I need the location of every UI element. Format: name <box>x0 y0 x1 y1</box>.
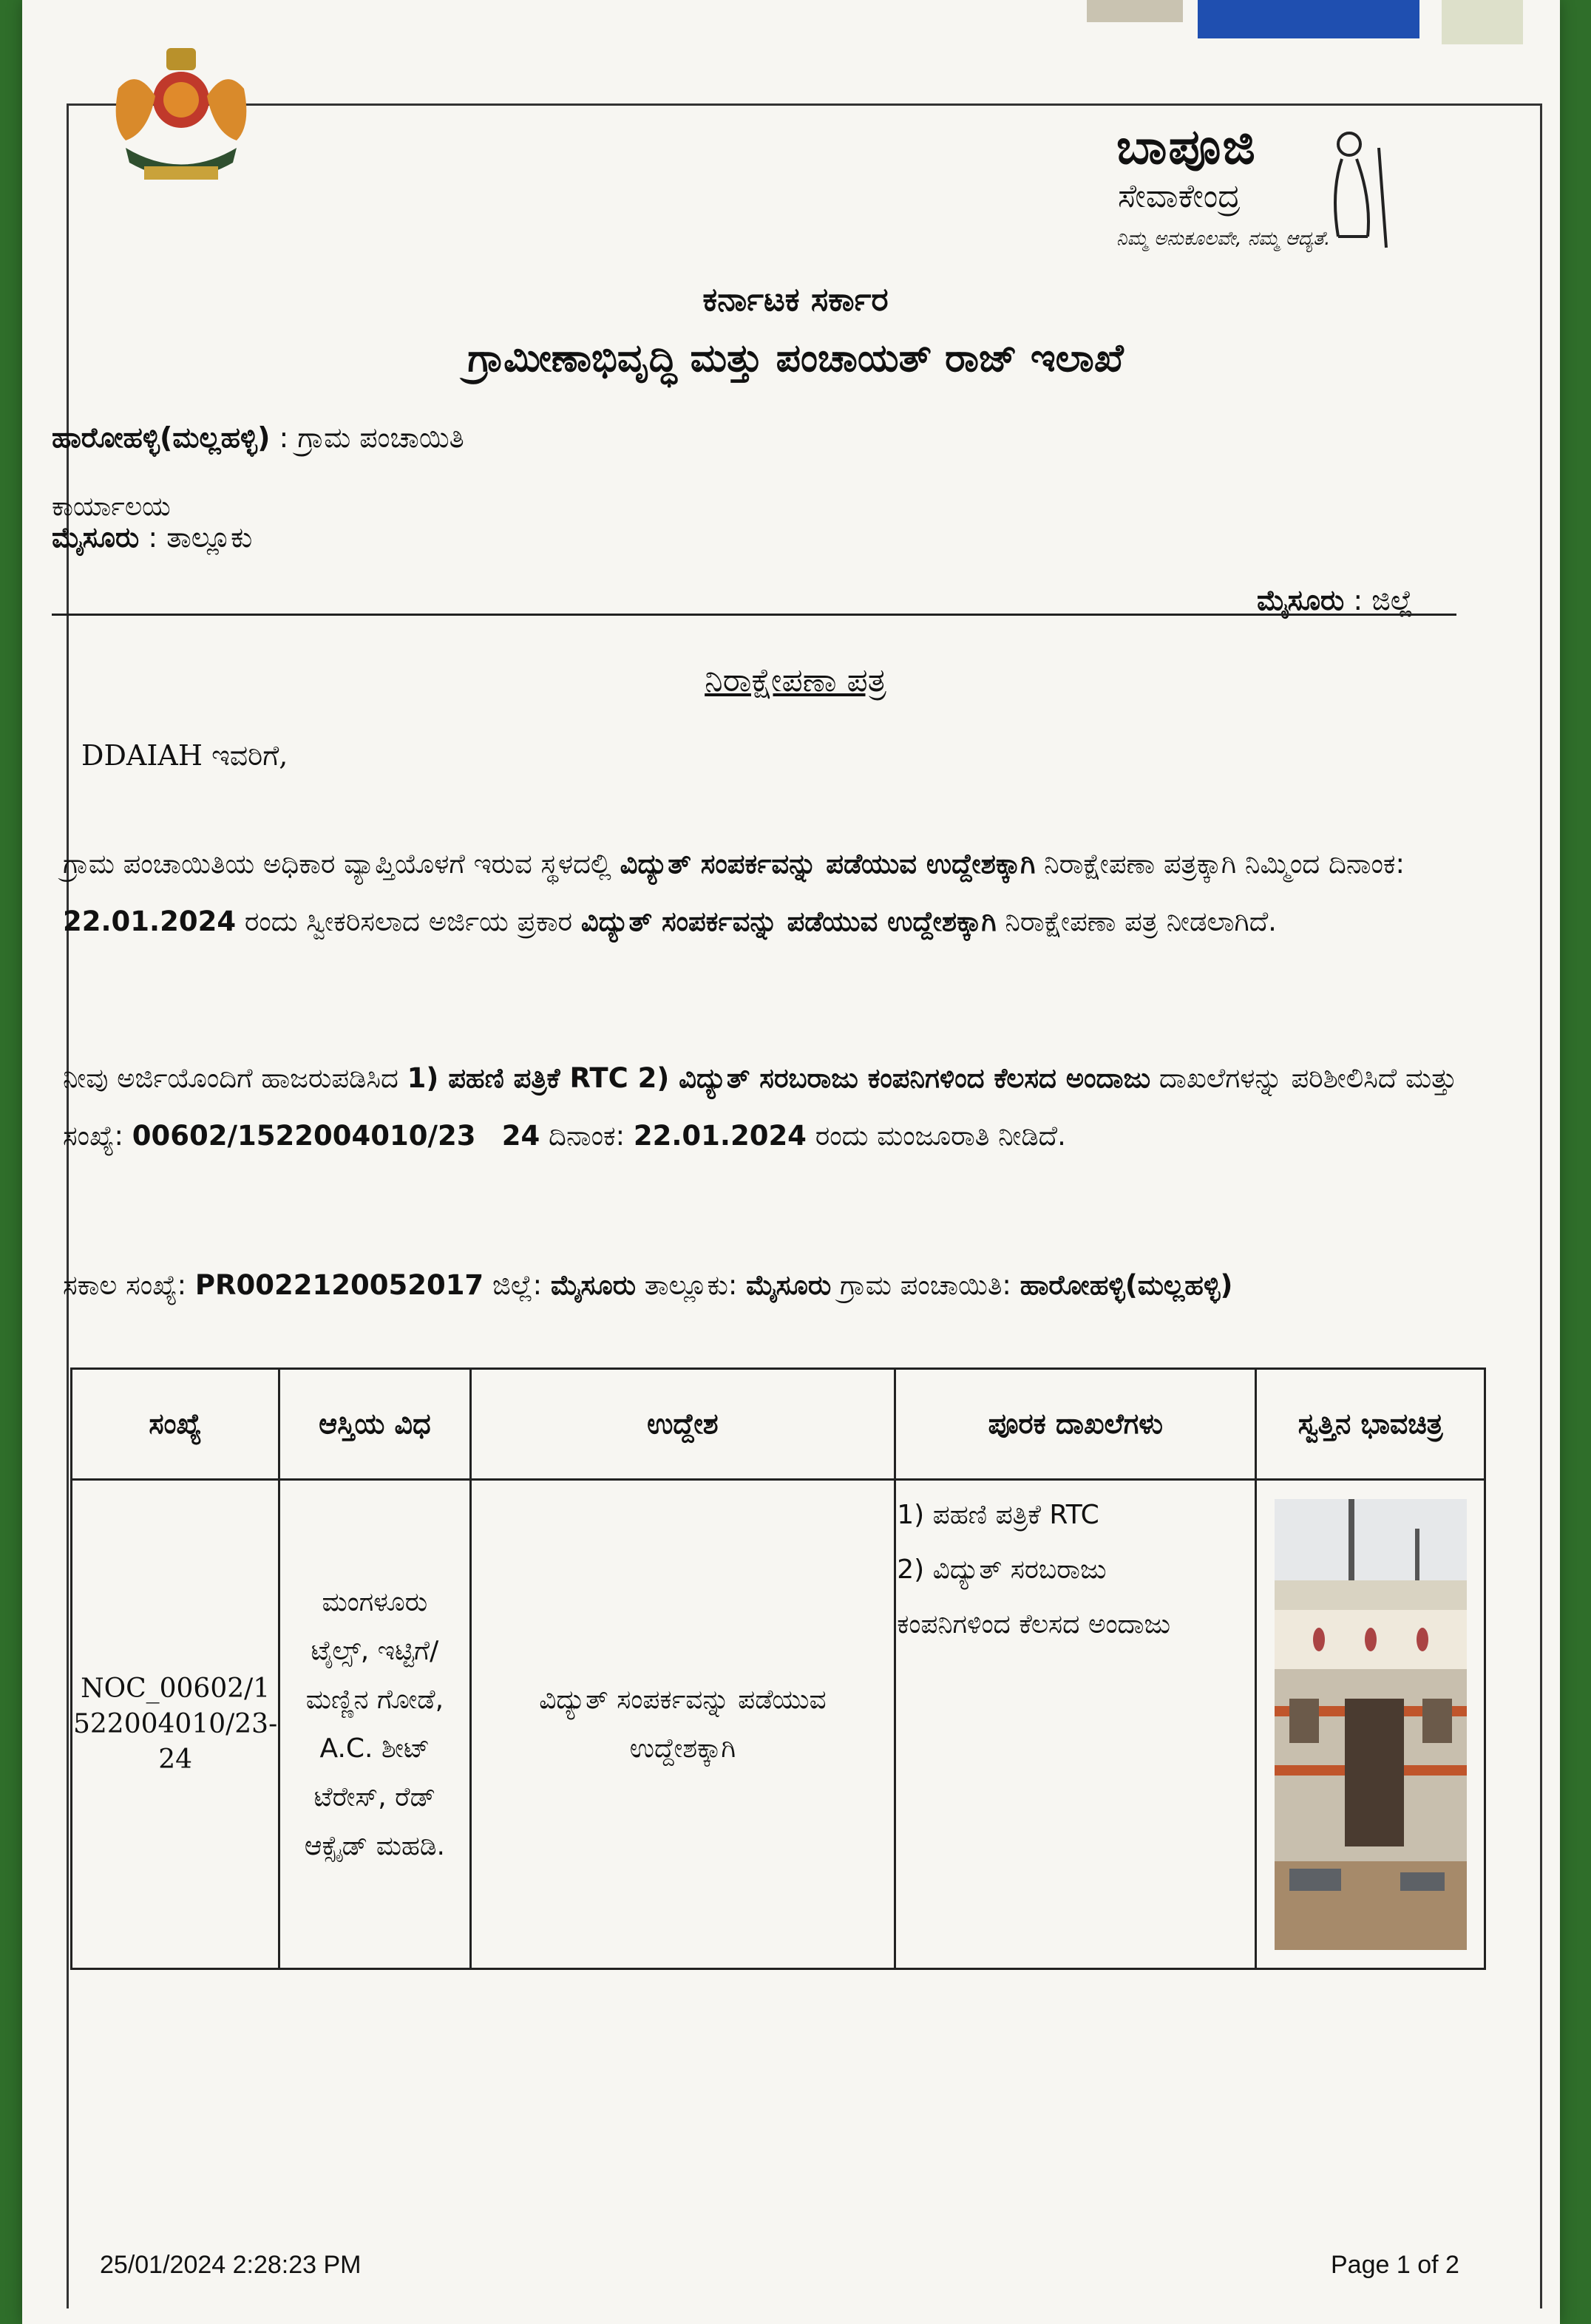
taluk-line <box>52 521 252 554</box>
brand-title: ಬಾಪೂಜಿ <box>1116 118 1257 175</box>
taluk-suffix: : ತಾಲ್ಲೂಕು <box>148 521 253 554</box>
property-photo-cell <box>1256 1480 1485 1969</box>
sakala-taluk-label: ತಾಲ್ಲೂಕು: <box>644 1269 738 1301</box>
paragraph-approval <box>63 1050 1475 1165</box>
brand-subtitle: ಸೇವಾಕೇಂದ್ರ <box>1118 177 1241 215</box>
district-suffix: : ಜಿಲ್ಲೆ <box>1353 584 1414 616</box>
gp-suffix: : ಗ್ರಾಮ ಪಂಚಾಯಿತಿ <box>279 421 464 454</box>
para1-text-f: ನಿರಾಕ್ಷೇಪಣಾ ಪತ್ರ ನೀಡಲಾಗಿದೆ. <box>1005 906 1277 937</box>
header-number: ಸಂಖ್ಯೆ <box>72 1369 279 1480</box>
para1-text-c: ನಿರಾಕ್ಷೇಪಣಾ ಪತ್ರಕ್ಕಾಗಿ ನಿಮ್ಮಿಂದ ದಿನಾಂಕ: <box>1044 848 1405 880</box>
brand-tagline: ನಿಮ್ಮ ಅನುಕೂಲವೇ, ನಮ್ಮ ಆದ್ಯತೆ. <box>1116 228 1331 250</box>
sakala-district-label: ಜಿಲ್ಲೆ: <box>492 1269 543 1301</box>
para1-text-d: ರಂದು ಸ್ವೀಕರಿಸಲಾದ ಅರ್ಜಿಯ ಪ್ರಕಾರ <box>244 906 573 937</box>
sakala-taluk-value: ಮೈಸೂರು <box>746 1269 832 1301</box>
para1-text-a: ಗ್ರಾಮ ಪಂಚಾಯಿತಿಯ ಅಧಿಕಾರ ವ್ಯಾಪ್ತಿಯೊಳಗೆ ಇರುವ ಸ್ಥಳದಲ್ಲಿ <box>63 848 611 880</box>
para2-text-a: ನೀವು ಅರ್ಜಿಯೊಂದಿಗೆ ಹಾಜರುಪಡಿಸಿದ <box>63 1062 398 1094</box>
header-purpose: ಉದ್ದೇಶ <box>470 1369 895 1480</box>
document-title: ನಿರಾಕ್ಷೇಪಣಾ ಪತ್ರ <box>705 662 886 699</box>
header-property-type: ಆಸ್ತಿಯ ವಿಧ <box>279 1369 470 1480</box>
department-name: ಗ್ರಾಮೀಣಾಭಿವೃದ್ಧಿ ಮತ್ತು ಪಂಚಾಯತ್ ರಾಜ್ ಇಲಾಖೆ <box>467 336 1124 381</box>
print-timestamp: 25/01/2024 2:28:23 PM <box>100 2251 362 2279</box>
property-type-cell: ಮಂಗಳೂರು ಟೈಲ್ಸ್, ಇಟ್ಟಿಗೆ/ ಮಣ್ಣಿನ ಗೋಡೆ, A.C. ಶೀಟ್ ಟೆರೇಸ್, ರೆಡ್ ಆಕ್ಸೈಡ್ ಮಹಡಿ. <box>279 1480 470 1969</box>
district-line <box>1257 584 1413 617</box>
para1-purpose-2: ವಿದ್ಯುತ್ ಸಂಪರ್ಕವನ್ನು ಪಡೆಯುವ ಉದ್ದೇಶಕ್ಕಾಗಿ <box>580 906 997 937</box>
application-date: 22.01.2024 <box>63 906 237 937</box>
header-divider <box>52 614 1456 616</box>
karnataka-emblem-icon <box>96 44 266 200</box>
approval-date: 22.01.2024 <box>633 1120 807 1152</box>
sakala-number: PR0022120052017 <box>194 1269 484 1301</box>
noc-number-cell: NOC_00602/1 522004010/23- 24 <box>72 1480 279 1969</box>
supporting-docs-cell: 1) ಪಹಣಿ ಪತ್ರಿಕೆ RTC 2) ವಿದ್ಯುತ್ ಸರಬರಾಜು ಕಂಪನಿಗಳಿಂದ ಕೆಲಸದ ಅಂದಾಜು <box>895 1480 1256 1969</box>
government-name: ಕರ್ನಾಟಕ ಸರ್ಕಾರ <box>702 281 889 319</box>
page-number: Page 1 of 2 <box>1331 2251 1459 2279</box>
para1-purpose: ವಿದ್ಯುತ್ ಸಂಪರ್ಕವನ್ನು ಪಡೆಯುವ ಉದ್ದೇಶಕ್ಕಾಗಿ <box>620 848 1036 880</box>
bapuji-logo <box>1102 118 1397 281</box>
office-label: ಕಾರ್ಯಾಲಯ <box>52 492 171 522</box>
header-property-photo: ಸ್ವತ್ತಿನ ಭಾವಚಿತ್ರ <box>1256 1369 1485 1480</box>
sakala-gp-label: ಗ್ರಾಮ ಪಂಚಾಯಿತಿ: <box>839 1269 1011 1301</box>
purpose-cell: ವಿದ್ಯುತ್ ಸಂಪರ್ಕವನ್ನು ಪಡೆಯುವ ಉದ್ದೇಶಕ್ಕಾಗಿ <box>470 1480 895 1969</box>
taluk-name: ಮೈಸೂರು <box>52 521 140 554</box>
sakala-district-value: ಮೈಸೂರು <box>550 1269 637 1301</box>
noc-table <box>70 1367 1486 1970</box>
gp-name: ಹಾರೋಹಳ್ಳಿ(ಮಲ್ಲಹಳ್ಳಿ) <box>52 421 271 454</box>
sakala-gp-value: ಹಾರೋಹಳ್ಳಿ(ಮಲ್ಲಹಳ್ಳಿ) <box>1020 1269 1233 1301</box>
property-photo <box>1275 1499 1467 1950</box>
approval-number: 00602/1522004010/23 <box>132 1120 476 1152</box>
para2-documents: 1) ಪಹಣಿ ಪತ್ರಿಕೆ RTC 2) ವಿದ್ಯುತ್ ಸರಬರಾಜು ಕಂಪನಿಗಳಿಂದ ಕೆಲಸದ ಅಂದಾಜು <box>407 1062 1151 1094</box>
salutation-suffix: ಇವರಿಗೆ, <box>211 739 288 772</box>
approval-number-suffix: 24 <box>501 1120 540 1152</box>
table-row <box>72 1480 1485 1969</box>
sakala-label: ಸಕಾಲ ಸಂಖ್ಯೆ: <box>63 1269 187 1301</box>
paragraph-application <box>63 835 1475 951</box>
district-name: ಮೈಸೂರು <box>1257 584 1345 616</box>
para2-text-e: ರಂದು ಮಂಜೂರಾತಿ ನೀಡಿದೆ. <box>815 1120 1066 1152</box>
table-header-row <box>72 1369 1485 1480</box>
header-supporting-docs: ಪೂರಕ ದಾಖಲೆಗಳು <box>895 1369 1256 1480</box>
sakala-line <box>63 1257 1475 1314</box>
salutation <box>81 739 288 772</box>
gandhi-figure-icon <box>1309 126 1397 251</box>
para2-text-c: ದಾಖಲೆಗಳನ್ನು ಪರಿಶೀಲಿಸಿದೆ ಮತ್ತು ಸಂಖ್ಯೆ: <box>63 1062 1457 1152</box>
recipient-name: DDAIAH <box>81 739 203 772</box>
para2-text-d: ದಿನಾಂಕ: <box>549 1120 625 1152</box>
gram-panchayat-line <box>52 421 464 455</box>
attached-photo-strip <box>1087 0 1530 44</box>
